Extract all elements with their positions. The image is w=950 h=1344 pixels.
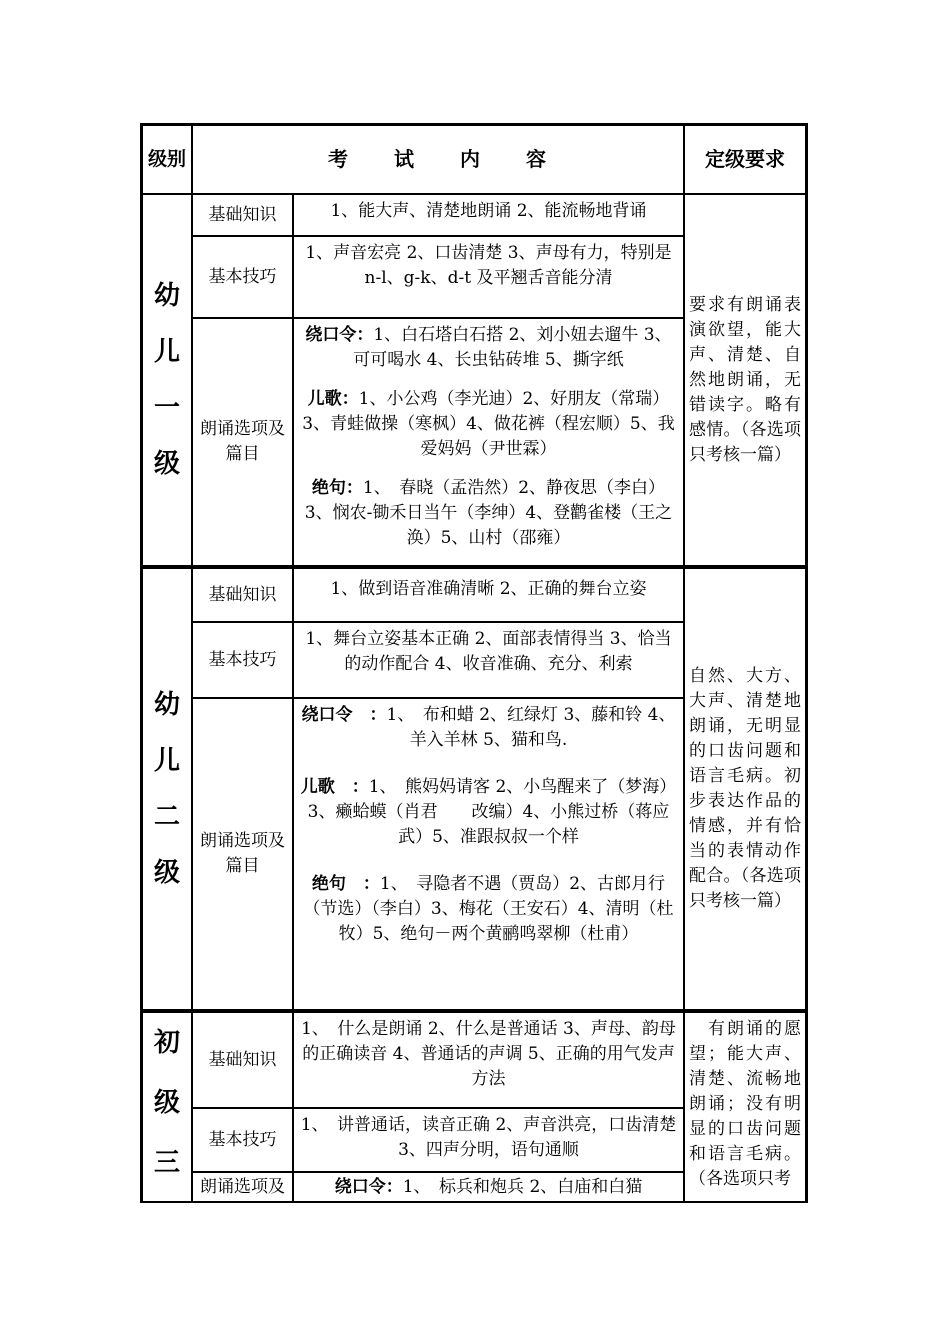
level-1-char: 儿 [153, 337, 180, 367]
level-2-basic-skill-label: 基本技巧 [192, 622, 293, 698]
header-level: 级别 [147, 148, 186, 170]
level-2-basic-skill: 1、舞台立姿基本正确 2、面部表情得当 3、恰当的动作配合 4、收音准确、充分、利索 [293, 622, 684, 698]
level-1-basic-knowledge: 1、能大声、清楚地朗诵 2、能流畅地背诵 [293, 194, 684, 236]
level-3-requirement: 有朗诵的愿望；能大声、清楚、流畅地朗诵；没有明显的口齿问题和语言毛病。（各选项只考 [689, 1019, 801, 1189]
level-1-requirement-cell [684, 194, 806, 566]
level-1-basic-skill-label: 基本技巧 [192, 236, 293, 318]
level-3-recital-label: 朗诵选项及 [192, 1172, 293, 1202]
level-2-recital-label: 朗诵选项及篇目 [192, 698, 293, 1010]
header-content: 考 试 内 容 [328, 147, 548, 171]
level-2-recital [293, 698, 684, 1010]
level-1-char: 一 [153, 393, 180, 423]
level-1-char: 幼 [153, 281, 180, 311]
level-3-requirement-cell [684, 1012, 806, 1202]
level-1-recital [293, 318, 684, 566]
level-2-basic-knowledge: 1、做到语音准确清晰 2、正确的舞台立姿 [293, 568, 684, 622]
level-3-basic-skill-label: 基本技巧 [192, 1108, 293, 1172]
level-2-requirement: 自然、大方、大声、清楚地朗诵，无明显的口齿问题和语言毛病。初步表达作品的情感，并有恰当的表情动作配合。（各选项只考核一篇） [689, 666, 801, 911]
level-1-tongue-twister: 绕口令：1、白石塔白石搭 2、刘小妞去遛牛 3、可可喝水 4、长虫钻砖堆 5、撕字纸 [305, 325, 672, 370]
header-content-cell [192, 125, 684, 194]
level-2-requirement-cell [684, 568, 806, 1010]
level-3-recital: 绕口令：1、 标兵和炮兵 2、白庙和白猫 [293, 1172, 684, 1202]
level-3-char: 初 [153, 1028, 180, 1058]
level-3-char: 三 [153, 1148, 180, 1178]
level-1-quatrain: 绝句：1、 春晓（孟浩然）2、静夜思（李白）3、悯农-锄禾日当午（李绅）4、登鹳雀楼（王之涣）5、山村（邵雍） [304, 478, 673, 548]
level-2-char: 二 [153, 802, 180, 832]
header-requirement: 定级要求 [705, 147, 785, 171]
level-3-basic-knowledge: 1、 什么是朗诵 2、什么是普通话 3、声母、韵母的正确读音 4、普通话的声调 5、正确的用气发声方法 [293, 1012, 684, 1108]
level-1-children-song: 儿歌：1、小公鸡（李光迪）2、好朋友（常瑞）3、青蛙做操（寒枫）4、做花裤（程宏顺）5、我爱妈妈（尹世霖） [302, 389, 675, 459]
header-level-cell [142, 125, 192, 194]
level-1-recital-label: 朗诵选项及篇目 [192, 318, 293, 566]
level-1-basic-knowledge-label: 基础知识 [192, 194, 293, 236]
level-1-basic-skill: 1、声音宏亮 2、口齿清楚 3、声母有力，特别是 n-l、g-k、d-t 及平翘舌音能分清 [293, 236, 684, 318]
level-2-children-song: 儿歌 ：1、 熊妈妈请客 2、小鸟醒来了（梦海）3、癞蛤蟆（肖君 改编）4、小熊过桥（蒋应武）5、准跟叔叔一个样 [300, 777, 677, 847]
level-2-basic-knowledge-label: 基础知识 [192, 568, 293, 622]
level-1-char: 级 [153, 449, 180, 479]
level-1-requirement: 要求有朗诵表演欲望，能大声、清楚、自然地朗诵，无错读字。略有感情。（各选项只考核一篇） [689, 294, 801, 465]
level-2-name-cell [142, 568, 192, 1010]
level-2-quatrain: 绝句 ：1、 寻隐者不遇（贾岛）2、古郎月行（节选）（李白）3、梅花（王安石）4、清明（杜牧）5、绝句－两个黄鹂鸣翠柳（杜甫） [303, 874, 674, 944]
level-3-basic-skill: 1、 讲普通话，读音正确 2、声音洪亮，口齿清楚 3、四声分明，语句通顺 [293, 1108, 684, 1172]
level-2-tongue-twister: 绕口令 ：1、 布和蜡 2、红绿灯 3、藤和铃 4、羊入羊林 5、猫和鸟. [301, 705, 676, 750]
level-2-char: 儿 [153, 746, 180, 776]
level-3-basic-knowledge-label: 基础知识 [192, 1012, 293, 1108]
header-requirement-cell [684, 125, 806, 194]
level-1-name-cell [142, 194, 192, 566]
level-2-char: 级 [153, 858, 180, 888]
level-3-name-cell [142, 1012, 192, 1202]
level-3-char: 级 [153, 1088, 180, 1118]
level-2-char: 幼 [153, 690, 180, 720]
